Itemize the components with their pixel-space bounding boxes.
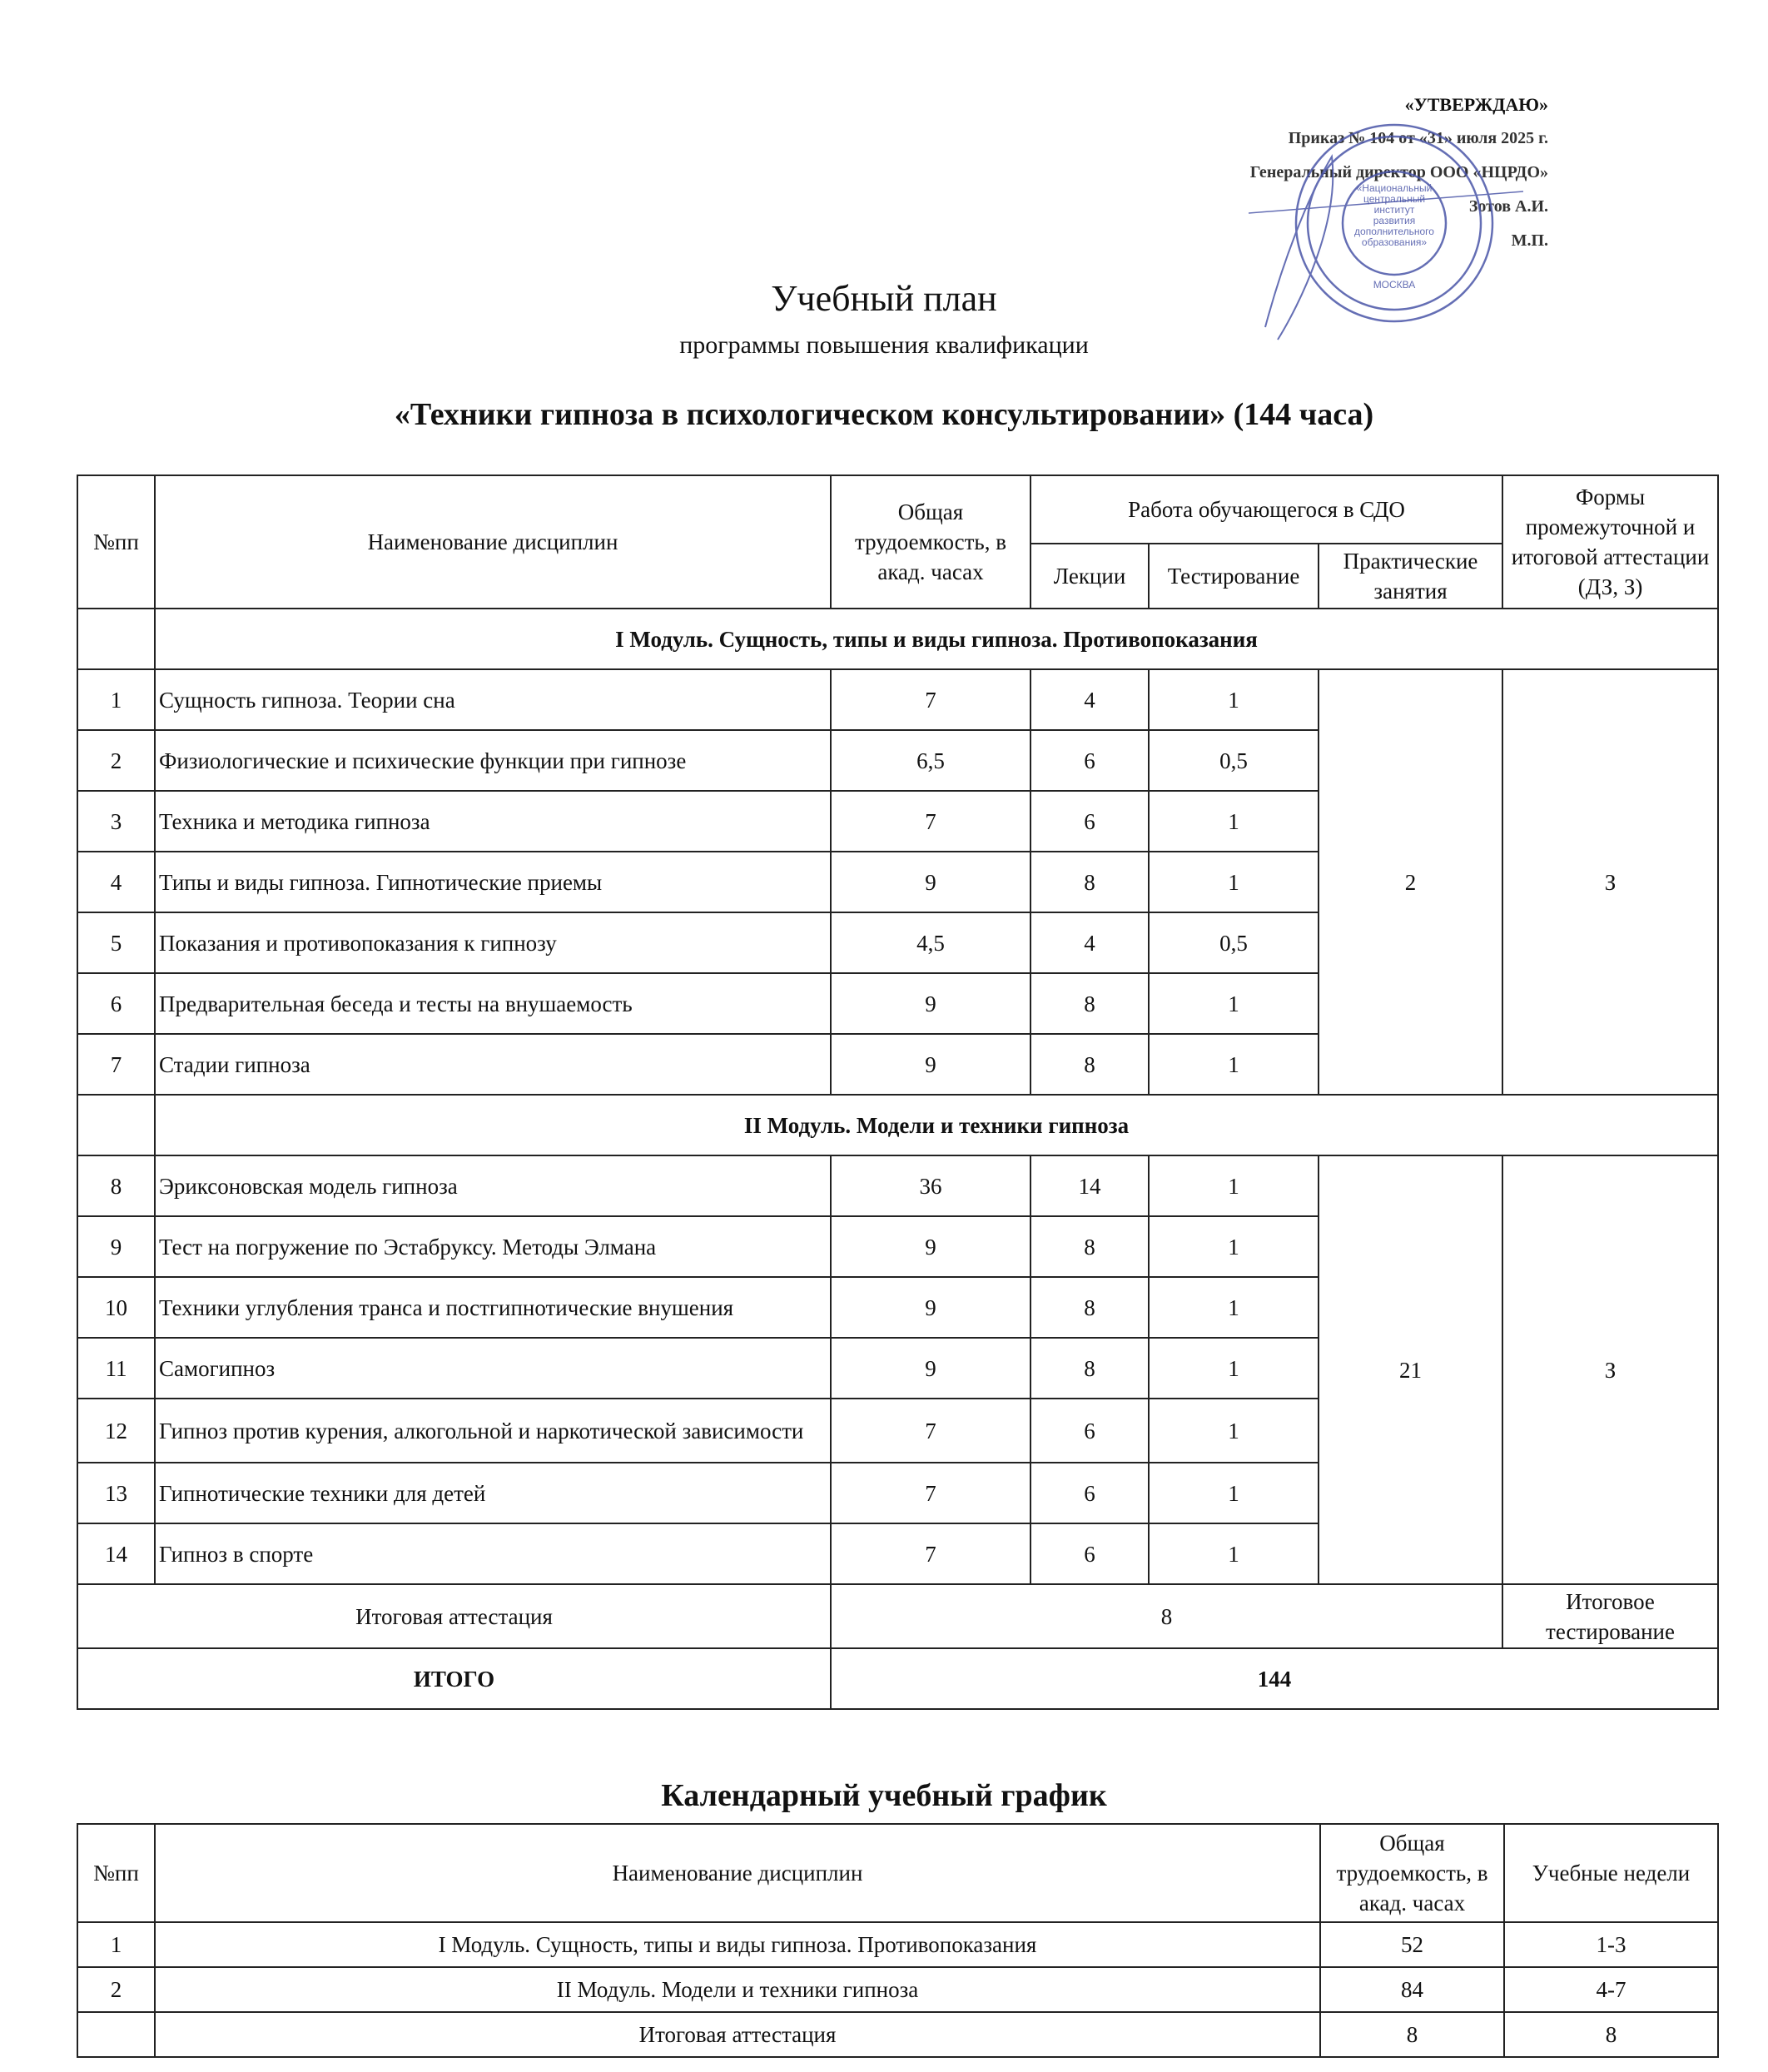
header-testing: Тестирование — [1149, 544, 1319, 609]
testing-hours: 1 — [1149, 852, 1319, 912]
lecture-hours: 8 — [1031, 852, 1149, 912]
schedule-hours: 52 — [1320, 1922, 1504, 1967]
total-hours: 6,5 — [831, 730, 1031, 791]
schedule-name: Итоговая аттестация — [155, 2012, 1320, 2057]
total-hours-value: 144 — [831, 1648, 1718, 1709]
row-number: 2 — [77, 730, 155, 791]
schedule-row — [77, 1967, 1718, 2012]
stamp-line: «Национальный — [1356, 182, 1433, 194]
row-number: 7 — [77, 1034, 155, 1095]
approval-mp: М.П. — [1511, 231, 1548, 250]
total-hours: 36 — [831, 1155, 1031, 1216]
lecture-hours: 6 — [1031, 1399, 1149, 1463]
schedule-row — [77, 2012, 1718, 2057]
program-title: «Техники гипноза в психологическом консультировании» (144 часа) — [394, 397, 1374, 432]
approval-name: Зотов А.И. — [1468, 197, 1548, 216]
module-title: II Модуль. Модели и техники гипноза — [155, 1095, 1718, 1155]
row-number: 6 — [77, 973, 155, 1034]
total-hours: 7 — [831, 1463, 1031, 1523]
row-number: 4 — [77, 852, 155, 912]
lecture-hours: 6 — [1031, 1463, 1149, 1523]
table-row — [77, 669, 1718, 730]
approval-order: Приказ № 104 от «31» июля 2025 г. — [1288, 129, 1548, 147]
lecture-hours: 6 — [1031, 1523, 1149, 1584]
testing-hours: 1 — [1149, 1277, 1319, 1338]
lecture-hours: 8 — [1031, 1277, 1149, 1338]
total-hours: 4,5 — [831, 912, 1031, 973]
testing-hours: 1 — [1149, 1338, 1319, 1399]
discipline-name: Эриксоновская модель гипноза — [155, 1155, 831, 1216]
total-hours: 7 — [831, 1399, 1031, 1463]
approval-heading: «УТВЕРЖДАЮ» — [1404, 94, 1548, 115]
schedule-num — [77, 2012, 155, 2057]
final-form: Итоговое тестирование — [1502, 1584, 1718, 1648]
total-hours: 9 — [831, 852, 1031, 912]
module-header-row — [77, 1095, 1718, 1155]
sched-header-total: Общая трудоемкость, в акад. часах — [1320, 1824, 1504, 1922]
stamp-line: центральный — [1363, 193, 1426, 205]
testing-hours: 1 — [1149, 1399, 1319, 1463]
schedule-num: 1 — [77, 1922, 155, 1967]
total-hours: 7 — [831, 669, 1031, 730]
discipline-name: Предварительная беседа и тесты на внушаемость — [155, 973, 831, 1034]
header-name: Наименование дисциплин — [155, 475, 831, 609]
testing-hours: 1 — [1149, 669, 1319, 730]
total-hours: 9 — [831, 1216, 1031, 1277]
header-practice: Практические занятия — [1319, 544, 1502, 609]
schedule-name: II Модуль. Модели и техники гипноза — [155, 1967, 1320, 2012]
testing-hours: 1 — [1149, 1216, 1319, 1277]
total-hours: 9 — [831, 973, 1031, 1034]
schedule-hours: 84 — [1320, 1967, 1504, 2012]
discipline-name: Сущность гипноза. Теории сна — [155, 669, 831, 730]
total-hours: 7 — [831, 791, 1031, 852]
stamp-line: дополнительного — [1354, 226, 1434, 237]
testing-hours: 0,5 — [1149, 912, 1319, 973]
discipline-name: Стадии гипноза — [155, 1034, 831, 1095]
testing-hours: 1 — [1149, 791, 1319, 852]
sched-header-name: Наименование дисциплин — [155, 1824, 1320, 1922]
lecture-hours: 8 — [1031, 1216, 1149, 1277]
total-hours: 9 — [831, 1277, 1031, 1338]
row-number: 14 — [77, 1523, 155, 1584]
testing-hours: 1 — [1149, 1034, 1319, 1095]
discipline-name: Физиологические и психические функции при гипнозе — [155, 730, 831, 791]
total-label: ИТОГО — [77, 1648, 831, 1709]
module-num-cell — [77, 609, 155, 669]
practice-hours: 21 — [1319, 1155, 1502, 1584]
schedule-num: 2 — [77, 1967, 155, 2012]
lecture-hours: 8 — [1031, 1034, 1149, 1095]
schedule-title: Календарный учебный график — [661, 1778, 1107, 1813]
final-label: Итоговая аттестация — [77, 1584, 831, 1648]
total-hours: 7 — [831, 1523, 1031, 1584]
row-number: 12 — [77, 1399, 155, 1463]
discipline-name: Гипноз против курения, алкогольной и наркотической зависимости — [155, 1399, 831, 1463]
discipline-name: Показания и противопоказания к гипнозу — [155, 912, 831, 973]
table-row — [77, 1155, 1718, 1216]
attestation-form: З — [1502, 1155, 1718, 1584]
row-number: 1 — [77, 669, 155, 730]
lecture-hours: 6 — [1031, 730, 1149, 791]
row-number: 3 — [77, 791, 155, 852]
page-subtitle: программы повышения квалификации — [679, 331, 1089, 359]
module-header-row — [77, 609, 1718, 669]
testing-hours: 0,5 — [1149, 730, 1319, 791]
row-number: 10 — [77, 1277, 155, 1338]
discipline-name: Техники углубления транса и постгипнотические внушения — [155, 1277, 831, 1338]
row-number: 13 — [77, 1463, 155, 1523]
testing-hours: 1 — [1149, 1523, 1319, 1584]
module-num-cell — [77, 1095, 155, 1155]
header-work: Работа обучающегося в СДО — [1031, 475, 1502, 544]
attestation-form: З — [1502, 669, 1718, 1095]
stamp-line: МОСКВА — [1373, 279, 1416, 291]
testing-hours: 1 — [1149, 1463, 1319, 1523]
schedule-weeks: 8 — [1504, 2012, 1718, 2057]
row-number: 9 — [77, 1216, 155, 1277]
lecture-hours: 6 — [1031, 791, 1149, 852]
discipline-name: Тест на погружение по Эстабруксу. Методы Элмана — [155, 1216, 831, 1277]
schedule-weeks: 4-7 — [1504, 1967, 1718, 2012]
schedule-hours: 8 — [1320, 2012, 1504, 2057]
sched-header-num: №пп — [77, 1824, 155, 1922]
practice-hours: 2 — [1319, 669, 1502, 1095]
approval-director: Генеральный директор ООО «НЦРДО» — [1249, 163, 1548, 181]
final-hours: 8 — [831, 1584, 1502, 1648]
stamp-line: институт — [1373, 204, 1415, 216]
stamp-line: развития — [1373, 215, 1416, 226]
lecture-hours: 14 — [1031, 1155, 1149, 1216]
final-attestation-row — [77, 1584, 1718, 1648]
schedule-name: I Модуль. Сущность, типы и виды гипноза. Противопоказания — [155, 1922, 1320, 1967]
total-hours: 9 — [831, 1338, 1031, 1399]
header-lectures: Лекции — [1031, 544, 1149, 609]
row-number: 5 — [77, 912, 155, 973]
discipline-name: Гипнотические техники для детей — [155, 1463, 831, 1523]
header-total: Общая трудоемкость, в акад. часах — [831, 475, 1031, 609]
lecture-hours: 8 — [1031, 1338, 1149, 1399]
page-title: Учебный план — [771, 278, 997, 319]
discipline-name: Типы и виды гипноза. Гипнотические приемы — [155, 852, 831, 912]
module-title: I Модуль. Сущность, типы и виды гипноза. Противопоказания — [155, 609, 1718, 669]
schedule-weeks: 1-3 — [1504, 1922, 1718, 1967]
stamp-line: образования» — [1361, 236, 1428, 248]
discipline-name: Гипноз в спорте — [155, 1523, 831, 1584]
header-num: №пп — [77, 475, 155, 609]
row-number: 8 — [77, 1155, 155, 1216]
schedule-row — [77, 1922, 1718, 1967]
study-plan-table — [77, 475, 1719, 1710]
discipline-name: Самогипноз — [155, 1338, 831, 1399]
lecture-hours: 8 — [1031, 973, 1149, 1034]
testing-hours: 1 — [1149, 1155, 1319, 1216]
schedule-table — [77, 1823, 1719, 2058]
header-forms: Формы промежуточной и итоговой аттестации (ДЗ, З) — [1502, 475, 1718, 609]
testing-hours: 1 — [1149, 973, 1319, 1034]
total-row — [77, 1648, 1718, 1709]
row-number: 11 — [77, 1338, 155, 1399]
discipline-name: Техника и методика гипноза — [155, 791, 831, 852]
sched-header-weeks: Учебные недели — [1504, 1824, 1718, 1922]
lecture-hours: 4 — [1031, 669, 1149, 730]
lecture-hours: 4 — [1031, 912, 1149, 973]
total-hours: 9 — [831, 1034, 1031, 1095]
